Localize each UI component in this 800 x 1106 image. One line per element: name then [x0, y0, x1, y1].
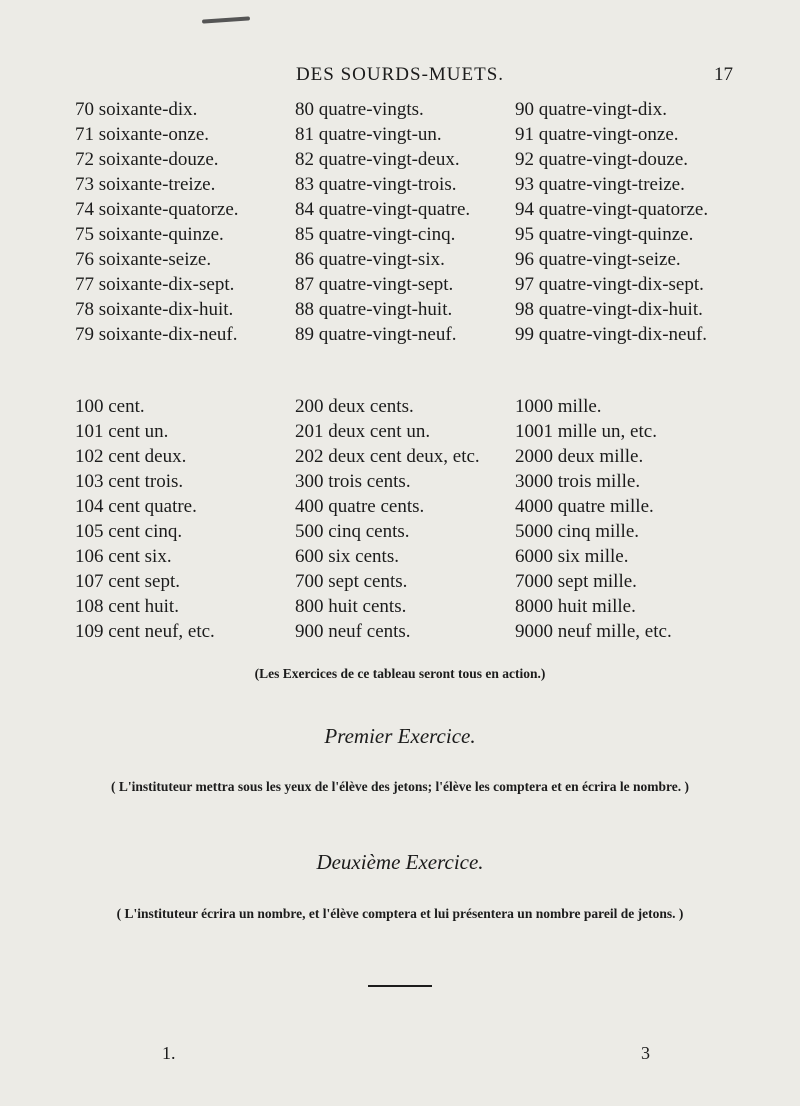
number-entry: 97 quatre-vingt-dix-sept.	[515, 274, 704, 295]
number-entry: 106 cent six.	[75, 546, 172, 567]
closing-rule	[368, 985, 432, 987]
table-row	[0, 222, 800, 247]
exercise-2-text: ( L'instituteur écrira un nombre, et l'élève comptera et lui présentera un nombre pareil de jetons. )	[116, 906, 684, 921]
table-row	[0, 97, 800, 122]
table-row	[0, 469, 800, 494]
table-row	[0, 494, 800, 519]
number-entry: 800 huit cents.	[295, 596, 407, 617]
number-entry: 79 soixante-dix-neuf.	[75, 324, 238, 345]
number-entry: 3000 trois mille.	[515, 471, 641, 492]
number-entry: 85 quatre-vingt-cinq.	[295, 224, 456, 245]
running-head: DES SOURDS-MUETS.	[295, 64, 505, 85]
number-entry: 74 soixante-quatorze.	[75, 199, 239, 220]
table-row	[0, 297, 800, 322]
table-row	[0, 122, 800, 147]
number-entry: 1000 mille.	[515, 396, 602, 417]
number-entry: 107 cent sept.	[75, 571, 181, 592]
number-entry: 99 quatre-vingt-dix-neuf.	[515, 324, 708, 345]
number-entry: 78 soixante-dix-huit.	[75, 299, 234, 320]
number-entry: 89 quatre-vingt-neuf.	[295, 324, 457, 345]
table-row	[0, 544, 800, 569]
number-entry: 300 trois cents.	[295, 471, 411, 492]
number-entry: 71 soixante-onze.	[75, 124, 210, 145]
table-row	[0, 394, 800, 419]
number-entry: 72 soixante-douze.	[75, 149, 219, 170]
number-entry: 700 sept cents.	[295, 571, 408, 592]
number-entry: 202 deux cent deux, etc.	[295, 446, 480, 467]
number-entry: 8000 huit mille.	[515, 596, 636, 617]
number-entry: 76 soixante-seize.	[75, 249, 212, 270]
number-entry: 104 cent quatre.	[75, 496, 197, 517]
number-entry: 82 quatre-vingt-deux.	[295, 149, 460, 170]
number-entry: 108 cent huit.	[75, 596, 179, 617]
number-entry: 81 quatre-vingt-un.	[295, 124, 442, 145]
number-entry: 400 quatre cents.	[295, 496, 425, 517]
number-entry: 80 quatre-vingts.	[295, 99, 424, 120]
number-entry: 87 quatre-vingt-sept.	[295, 274, 454, 295]
table-note: (Les Exercices de ce tableau seront tous en action.)	[254, 666, 546, 681]
table-row	[0, 594, 800, 619]
number-entry: 1001 mille un, etc.	[515, 421, 657, 442]
table-row	[0, 247, 800, 272]
number-entry: 95 quatre-vingt-quinze.	[515, 224, 694, 245]
number-entry: 91 quatre-vingt-onze.	[515, 124, 679, 145]
number-entry: 105 cent cinq.	[75, 521, 183, 542]
number-entry: 84 quatre-vingt-quatre.	[295, 199, 471, 220]
number-entry: 94 quatre-vingt-quatorze.	[515, 199, 709, 220]
page-number: 17	[714, 64, 733, 85]
number-entry: 93 quatre-vingt-treize.	[515, 174, 685, 195]
number-entry: 200 deux cents.	[295, 396, 414, 417]
table-row	[0, 322, 800, 347]
number-entry: 83 quatre-vingt-trois.	[295, 174, 457, 195]
number-entry: 100 cent.	[75, 396, 145, 417]
number-entry: 6000 six mille.	[515, 546, 629, 567]
table-row	[0, 419, 800, 444]
table-row	[0, 172, 800, 197]
number-entry: 101 cent un.	[75, 421, 169, 442]
number-entry: 7000 sept mille.	[515, 571, 637, 592]
number-entry: 4000 quatre mille.	[515, 496, 654, 517]
number-entry: 90 quatre-vingt-dix.	[515, 99, 667, 120]
number-entry: 9000 neuf mille, etc.	[515, 621, 672, 642]
table-row	[0, 272, 800, 297]
signature-number: 3	[641, 1043, 650, 1063]
exercise-2-title: Deuxième Exercice.	[316, 850, 484, 874]
number-entry: 500 cinq cents.	[295, 521, 410, 542]
table-row	[0, 147, 800, 172]
number-entry: 75 soixante-quinze.	[75, 224, 224, 245]
number-entry: 102 cent deux.	[75, 446, 187, 467]
number-entry: 98 quatre-vingt-dix-huit.	[515, 299, 703, 320]
exercise-1-text: ( L'instituteur mettra sous les yeux de l'élève des jetons; l'élève les comptera et en écrira le nombre. )	[111, 779, 689, 794]
number-entry: 86 quatre-vingt-six.	[295, 249, 445, 270]
number-entry: 900 neuf cents.	[295, 621, 411, 642]
exercise-1-title: Premier Exercice.	[324, 724, 476, 748]
table-row	[0, 197, 800, 222]
table-row	[0, 519, 800, 544]
number-entry: 600 six cents.	[295, 546, 399, 567]
number-entry: 92 quatre-vingt-douze.	[515, 149, 689, 170]
signature-mark: 1.	[162, 1043, 176, 1063]
table-row	[0, 569, 800, 594]
number-entry: 88 quatre-vingt-huit.	[295, 299, 453, 320]
number-entry: 70 soixante-dix.	[75, 99, 198, 120]
number-entry: 96 quatre-vingt-seize.	[515, 249, 681, 270]
ink-mark	[202, 16, 250, 23]
number-entry: 109 cent neuf, etc.	[75, 621, 215, 642]
number-entry: 201 deux cent un.	[295, 421, 431, 442]
number-entry: 5000 cinq mille.	[515, 521, 640, 542]
table-row	[0, 619, 800, 644]
number-entry: 73 soixante-treize.	[75, 174, 216, 195]
number-entry: 2000 deux mille.	[515, 446, 644, 467]
number-entry: 77 soixante-dix-sept.	[75, 274, 235, 295]
number-entry: 103 cent trois.	[75, 471, 184, 492]
table-row	[0, 444, 800, 469]
